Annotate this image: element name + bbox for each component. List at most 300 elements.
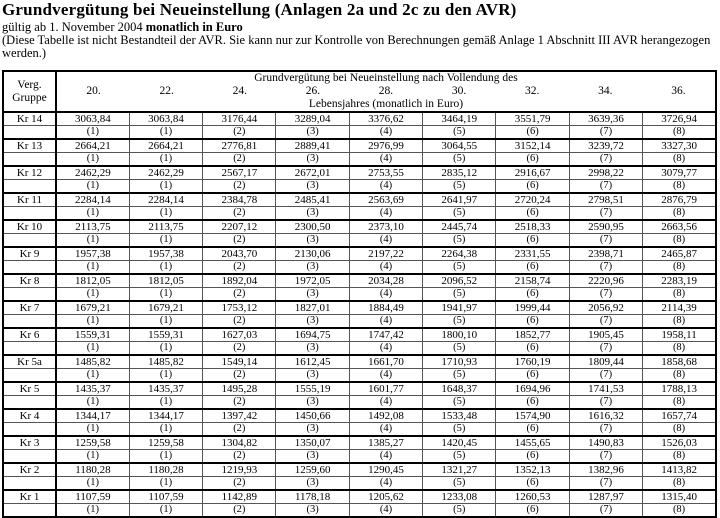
footnote-cell: (7) [569, 504, 642, 518]
value-cell: 2220,96 [569, 274, 642, 288]
footnote-cell: (1) [129, 450, 202, 464]
footnote-cell: (8) [643, 342, 716, 356]
value-cell: 1958,11 [643, 328, 716, 342]
footnote-cell: (5) [423, 477, 496, 491]
footnote-row-empty-cell [3, 261, 56, 275]
footnote-cell: (4) [349, 261, 422, 275]
value-cell: 1679,21 [56, 301, 129, 315]
value-cell: 1290,45 [349, 463, 422, 477]
monthly-euro-label: monatlich in Euro [145, 20, 243, 34]
value-cell: 2158,74 [496, 274, 569, 288]
value-cell: 1800,10 [423, 328, 496, 342]
table-row-kr-10 [3, 220, 716, 234]
footnote-cell: (4) [349, 369, 422, 383]
value-cell: 2034,28 [349, 274, 422, 288]
value-cell: 3289,04 [276, 112, 349, 126]
age-column-label: 24. [232, 85, 247, 97]
row-group-label: Kr 14 [3, 112, 56, 126]
footnote-row-empty-cell [3, 288, 56, 302]
value-cell: 2113,75 [56, 220, 129, 234]
footnote-cell: (1) [56, 477, 129, 491]
footnote-cell: (8) [643, 180, 716, 194]
value-cell: 1741,53 [569, 382, 642, 396]
value-cell: 2043,70 [203, 247, 276, 261]
footnote-cell: (4) [349, 396, 422, 410]
footnote-cell: (7) [569, 450, 642, 464]
value-cell: 1905,45 [569, 328, 642, 342]
table-header [3, 71, 716, 112]
footnote-cell: (5) [423, 180, 496, 194]
value-cell: 1559,31 [129, 328, 202, 342]
footnote-cell: (3) [276, 369, 349, 383]
table-row-kr-2 [3, 463, 716, 477]
footnote-cell: (2) [203, 423, 276, 437]
value-cell: 1679,21 [129, 301, 202, 315]
footnote-cell: (1) [129, 369, 202, 383]
footnote-cell: (6) [496, 288, 569, 302]
value-cell: 1344,17 [56, 409, 129, 423]
footnote-cell: (5) [423, 126, 496, 140]
value-cell: 1852,77 [496, 328, 569, 342]
footnote-row [3, 180, 716, 194]
value-cell: 2283,19 [643, 274, 716, 288]
footnote-cell: (1) [129, 396, 202, 410]
value-cell: 2567,17 [203, 166, 276, 180]
value-cell: 1999,44 [496, 301, 569, 315]
value-cell: 1694,75 [276, 328, 349, 342]
footnote-cell: (8) [643, 207, 716, 221]
value-cell: 1648,37 [423, 382, 496, 396]
footnote-cell: (2) [203, 477, 276, 491]
footnote-cell: (8) [643, 234, 716, 248]
footnote-cell: (6) [496, 180, 569, 194]
value-cell: 3064,55 [423, 139, 496, 153]
footnote-cell: (6) [496, 504, 569, 518]
row-group-label: Kr 10 [3, 220, 56, 234]
footnote-cell: (6) [496, 477, 569, 491]
value-cell: 1397,42 [203, 409, 276, 423]
value-cell: 1315,40 [643, 490, 716, 504]
value-cell: 2462,29 [56, 166, 129, 180]
value-cell: 1259,58 [56, 436, 129, 450]
age-column-label: 22. [159, 85, 174, 97]
footnote-cell: (5) [423, 342, 496, 356]
value-cell: 2384,78 [203, 193, 276, 207]
value-cell: 2889,41 [276, 139, 349, 153]
value-cell: 1233,08 [423, 490, 496, 504]
value-cell: 2664,21 [129, 139, 202, 153]
footnote-cell: (1) [56, 261, 129, 275]
value-cell: 1812,05 [129, 274, 202, 288]
value-cell: 1627,03 [203, 328, 276, 342]
table-body [3, 112, 716, 517]
age-column-label: 36. [671, 85, 686, 97]
footnote-cell: (6) [496, 423, 569, 437]
footnote-cell: (5) [423, 423, 496, 437]
footnote-cell: (1) [56, 315, 129, 329]
age-column-label: 34. [598, 85, 613, 97]
value-cell: 1435,37 [129, 382, 202, 396]
row-group-label: Kr 5a [3, 355, 56, 369]
value-cell: 1549,14 [203, 355, 276, 369]
footnote-cell: (6) [496, 126, 569, 140]
footnote-cell: (1) [56, 180, 129, 194]
footnote-cell: (6) [496, 369, 569, 383]
footnote-cell: (1) [56, 342, 129, 356]
value-cell: 1304,82 [203, 436, 276, 450]
footnote-cell: (3) [276, 207, 349, 221]
footnote-cell: (5) [423, 288, 496, 302]
value-cell: 1492,08 [349, 409, 422, 423]
header-span-top: Grundvergütung bei Neueinstellung nach Vollendung des [254, 72, 518, 84]
value-cell: 1559,31 [56, 328, 129, 342]
value-cell: 2465,87 [643, 247, 716, 261]
table-row-kr-11 [3, 193, 716, 207]
value-cell: 2590,95 [569, 220, 642, 234]
value-cell: 1601,77 [349, 382, 422, 396]
value-cell: 1892,04 [203, 274, 276, 288]
value-cell: 1612,45 [276, 355, 349, 369]
value-cell: 1107,59 [129, 490, 202, 504]
value-cell: 3176,44 [203, 112, 276, 126]
value-cell: 1788,13 [643, 382, 716, 396]
value-cell: 3079,77 [643, 166, 716, 180]
value-cell: 1287,97 [569, 490, 642, 504]
table-row-kr-5 [3, 382, 716, 396]
footnote-cell: (4) [349, 342, 422, 356]
value-cell: 2056,92 [569, 301, 642, 315]
validity-date: gültig ab 1. November 2004 [2, 20, 146, 34]
footnote-cell: (8) [643, 504, 716, 518]
value-cell: 2663,56 [643, 220, 716, 234]
value-cell: 1382,96 [569, 463, 642, 477]
footnote-row [3, 234, 716, 248]
footnote-cell: (6) [496, 153, 569, 167]
footnote-cell: (6) [496, 450, 569, 464]
footnote-cell: (1) [129, 288, 202, 302]
footnote-row [3, 423, 716, 437]
value-cell: 3376,62 [349, 112, 422, 126]
value-cell: 3726,94 [643, 112, 716, 126]
disclaimer-note: (Diese Tabelle ist nicht Bestandteil der AVR. Sie kann nur zur Kontrolle von Berechnungen gemäß Anlage 1 Abschnitt III AVR herangezogen werden.) [2, 33, 711, 60]
footnote-cell: (4) [349, 288, 422, 302]
footnote-cell: (1) [129, 261, 202, 275]
value-cell: 2563,69 [349, 193, 422, 207]
footnote-cell: (4) [349, 126, 422, 140]
footnote-cell: (8) [643, 153, 716, 167]
footnote-cell: (8) [643, 126, 716, 140]
footnote-cell: (4) [349, 207, 422, 221]
footnote-cell: (3) [276, 261, 349, 275]
table-row-kr-5a [3, 355, 716, 369]
footnote-cell: (7) [569, 477, 642, 491]
row-group-label: Kr 13 [3, 139, 56, 153]
value-cell: 3464,19 [423, 112, 496, 126]
footnote-cell: (7) [569, 234, 642, 248]
value-cell: 1957,38 [56, 247, 129, 261]
value-cell: 2753,55 [349, 166, 422, 180]
value-cell: 1753,12 [203, 301, 276, 315]
group-column-header-line1: Verg. [17, 78, 42, 91]
footnote-row [3, 396, 716, 410]
footnote-cell: (5) [423, 369, 496, 383]
salary-table [2, 70, 717, 518]
footnote-row-empty-cell [3, 396, 56, 410]
footnote-cell: (7) [569, 369, 642, 383]
page-title: Grundvergütung bei Neueinstellung (Anlagen 2a und 2c zu den AVR) [2, 0, 517, 19]
footnote-cell: (4) [349, 504, 422, 518]
value-cell: 2130,06 [276, 247, 349, 261]
footnote-row-empty-cell [3, 207, 56, 221]
footnote-row [3, 288, 716, 302]
age-column-label: 32. [525, 85, 540, 97]
footnote-cell: (1) [129, 180, 202, 194]
footnote-cell: (2) [203, 288, 276, 302]
footnote-cell: (1) [56, 207, 129, 221]
value-cell: 2331,55 [496, 247, 569, 261]
footnote-row [3, 342, 716, 356]
footnote-row-empty-cell [3, 369, 56, 383]
row-group-label: Kr 4 [3, 409, 56, 423]
footnote-cell: (3) [276, 126, 349, 140]
row-group-label: Kr 1 [3, 490, 56, 504]
footnote-row-empty-cell [3, 234, 56, 248]
footnote-cell: (1) [129, 342, 202, 356]
value-cell: 3639,36 [569, 112, 642, 126]
footnote-row-empty-cell [3, 126, 56, 140]
table-row-kr-12 [3, 166, 716, 180]
row-group-label: Kr 9 [3, 247, 56, 261]
footnote-cell: (7) [569, 396, 642, 410]
footnote-cell: (3) [276, 504, 349, 518]
value-cell: 2518,33 [496, 220, 569, 234]
value-cell: 2207,12 [203, 220, 276, 234]
value-cell: 1490,83 [569, 436, 642, 450]
footnote-cell: (7) [569, 153, 642, 167]
footnote-cell: (5) [423, 234, 496, 248]
value-cell: 3239,72 [569, 139, 642, 153]
footnote-cell: (2) [203, 180, 276, 194]
footnote-cell: (8) [643, 288, 716, 302]
value-cell: 1420,45 [423, 436, 496, 450]
footnote-cell: (1) [129, 315, 202, 329]
footnote-cell: (4) [349, 153, 422, 167]
footnote-cell: (3) [276, 450, 349, 464]
footnote-cell: (7) [569, 261, 642, 275]
value-cell: 1533,48 [423, 409, 496, 423]
footnote-cell: (3) [276, 342, 349, 356]
footnote-cell: (2) [203, 261, 276, 275]
footnote-cell: (5) [423, 207, 496, 221]
table-row-kr-7 [3, 301, 716, 315]
age-column-label: 30. [451, 85, 467, 97]
footnote-cell: (1) [56, 450, 129, 464]
footnote-cell: (1) [56, 234, 129, 248]
footnote-cell: (3) [276, 234, 349, 248]
value-cell: 2197,22 [349, 247, 422, 261]
row-group-label: Kr 12 [3, 166, 56, 180]
value-cell: 1972,05 [276, 274, 349, 288]
value-cell: 2641,97 [423, 193, 496, 207]
value-cell: 2876,79 [643, 193, 716, 207]
footnote-row-empty-cell [3, 423, 56, 437]
table-row-kr-13 [3, 139, 716, 153]
value-cell: 2300,50 [276, 220, 349, 234]
footnote-row-empty-cell [3, 180, 56, 194]
value-cell: 3327,30 [643, 139, 716, 153]
value-cell: 1760,19 [496, 355, 569, 369]
table-row-kr-8 [3, 274, 716, 288]
footnote-cell: (1) [56, 126, 129, 140]
value-cell: 1526,03 [643, 436, 716, 450]
value-cell: 1413,82 [643, 463, 716, 477]
value-cell: 1485,82 [56, 355, 129, 369]
footnote-cell: (1) [56, 153, 129, 167]
value-cell: 1858,68 [643, 355, 716, 369]
value-cell: 1616,32 [569, 409, 642, 423]
footnote-cell: (4) [349, 315, 422, 329]
value-cell: 1495,28 [203, 382, 276, 396]
value-cell: 1710,93 [423, 355, 496, 369]
footnote-cell: (1) [129, 423, 202, 437]
value-cell: 2485,41 [276, 193, 349, 207]
value-cell: 1809,44 [569, 355, 642, 369]
value-cell: 2284,14 [56, 193, 129, 207]
footnote-cell: (2) [203, 153, 276, 167]
value-cell: 3063,84 [129, 112, 202, 126]
footnote-row [3, 450, 716, 464]
footnote-cell: (8) [643, 315, 716, 329]
value-cell: 1574,90 [496, 409, 569, 423]
value-cell: 1661,70 [349, 355, 422, 369]
footnote-cell: (4) [349, 477, 422, 491]
value-cell: 1827,01 [276, 301, 349, 315]
value-cell: 1385,27 [349, 436, 422, 450]
group-column-header [3, 71, 56, 112]
footnote-cell: (5) [423, 450, 496, 464]
value-cell: 1321,27 [423, 463, 496, 477]
footnote-cell: (4) [349, 423, 422, 437]
footnote-cell: (2) [203, 126, 276, 140]
age-column-label: 28. [378, 85, 394, 97]
value-cell: 1657,74 [643, 409, 716, 423]
footnote-cell: (5) [423, 261, 496, 275]
footnote-cell: (6) [496, 234, 569, 248]
footnote-cell: (8) [643, 396, 716, 410]
footnote-cell: (2) [203, 369, 276, 383]
footnote-cell: (3) [276, 180, 349, 194]
value-cell: 2113,75 [129, 220, 202, 234]
footnote-row-empty-cell [3, 450, 56, 464]
value-cell: 2398,71 [569, 247, 642, 261]
footnote-row [3, 315, 716, 329]
value-cell: 2284,14 [129, 193, 202, 207]
age-column-label: 26. [305, 85, 321, 97]
footnote-row [3, 207, 716, 221]
value-cell: 1812,05 [56, 274, 129, 288]
footnote-cell: (2) [203, 342, 276, 356]
age-labels-row [57, 85, 715, 98]
value-cell: 2264,38 [423, 247, 496, 261]
value-cell: 2373,10 [349, 220, 422, 234]
footnote-row [3, 126, 716, 140]
value-cell: 3152,14 [496, 139, 569, 153]
footnote-cell: (6) [496, 207, 569, 221]
footnote-cell: (6) [496, 342, 569, 356]
value-cell: 1107,59 [56, 490, 129, 504]
table-row-kr-9 [3, 247, 716, 261]
header-span-bottom: Lebensjahres (monatlich in Euro) [308, 98, 464, 110]
footnote-cell: (5) [423, 396, 496, 410]
age-column-label: 20. [86, 85, 101, 97]
row-group-label: Kr 11 [3, 193, 56, 207]
value-cell: 1350,07 [276, 436, 349, 450]
footnote-row [3, 261, 716, 275]
value-cell: 1180,28 [56, 463, 129, 477]
value-cell: 1694,96 [496, 382, 569, 396]
footnote-cell: (2) [203, 504, 276, 518]
footnote-row-empty-cell [3, 315, 56, 329]
value-cell: 1485,82 [129, 355, 202, 369]
footnote-cell: (7) [569, 342, 642, 356]
footnote-row-empty-cell [3, 477, 56, 491]
footnote-cell: (6) [496, 261, 569, 275]
footnote-row [3, 477, 716, 491]
footnote-cell: (7) [569, 126, 642, 140]
value-cell: 1178,18 [276, 490, 349, 504]
row-group-label: Kr 6 [3, 328, 56, 342]
table-row-kr-6 [3, 328, 716, 342]
footnote-cell: (1) [129, 207, 202, 221]
value-cell: 1941,97 [423, 301, 496, 315]
value-cell: 1142,89 [203, 490, 276, 504]
value-cell: 1450,66 [276, 409, 349, 423]
footnote-cell: (8) [643, 423, 716, 437]
footnote-cell: (1) [129, 504, 202, 518]
value-cell: 2664,21 [56, 139, 129, 153]
footnote-row-empty-cell [3, 504, 56, 518]
table-row-kr-4 [3, 409, 716, 423]
footnote-cell: (2) [203, 450, 276, 464]
table-row-kr-14 [3, 112, 716, 126]
age-columns-header [56, 71, 716, 112]
value-cell: 1747,42 [349, 328, 422, 342]
footnote-cell: (8) [643, 450, 716, 464]
group-column-header-line2: Gruppe [12, 91, 47, 104]
row-group-label: Kr 7 [3, 301, 56, 315]
value-cell: 1344,17 [129, 409, 202, 423]
footnote-cell: (3) [276, 423, 349, 437]
value-cell: 2835,12 [423, 166, 496, 180]
footnote-cell: (7) [569, 207, 642, 221]
footnote-cell: (3) [276, 315, 349, 329]
footnote-cell: (1) [129, 153, 202, 167]
value-cell: 3063,84 [56, 112, 129, 126]
value-cell: 2776,81 [203, 139, 276, 153]
row-group-label: Kr 5 [3, 382, 56, 396]
footnote-cell: (5) [423, 153, 496, 167]
row-group-label: Kr 3 [3, 436, 56, 450]
footnote-cell: (8) [643, 261, 716, 275]
value-cell: 1219,93 [203, 463, 276, 477]
value-cell: 2462,29 [129, 166, 202, 180]
value-cell: 1259,60 [276, 463, 349, 477]
value-cell: 2720,24 [496, 193, 569, 207]
value-cell: 1555,19 [276, 382, 349, 396]
footnote-row [3, 153, 716, 167]
value-cell: 1957,38 [129, 247, 202, 261]
value-cell: 2672,01 [276, 166, 349, 180]
